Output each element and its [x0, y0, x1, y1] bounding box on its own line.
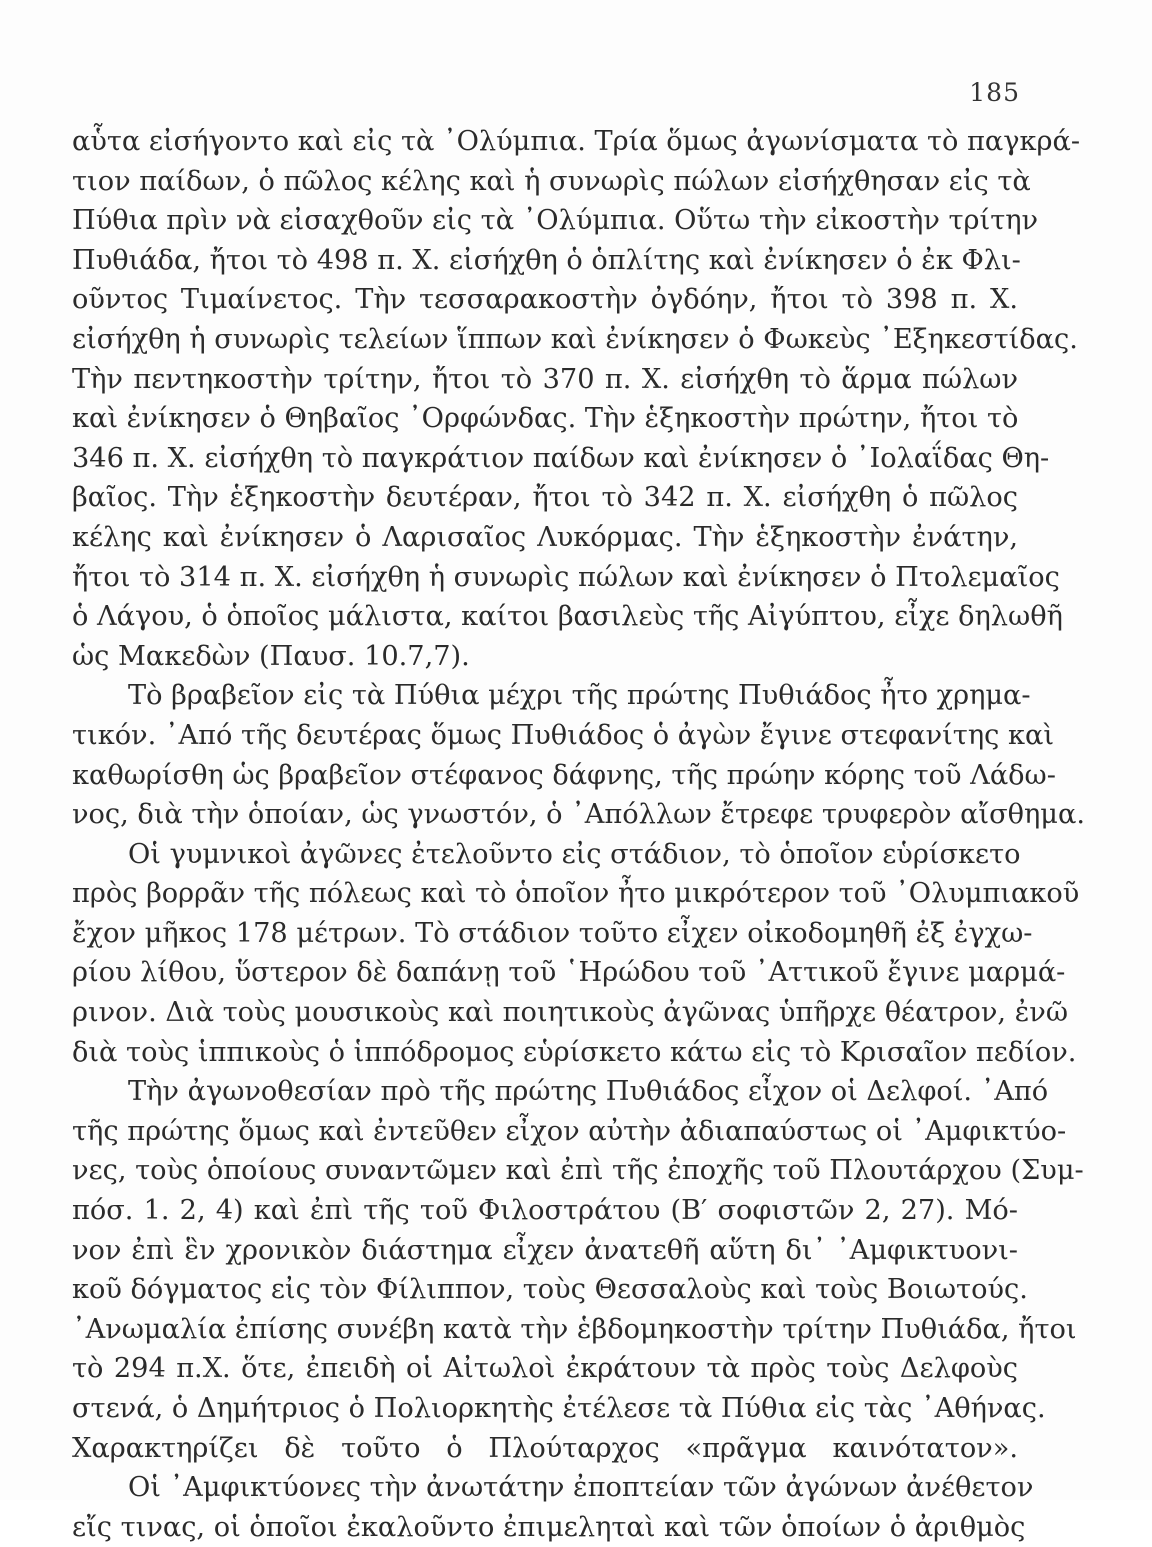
text-line: ἤτοι τὸ 314 π. Χ. εἰσήχθη ἡ συνωρὶς πώλων καὶ ἐνίκησεν ὁ Πτολεμαῖος — [72, 561, 1060, 593]
text-line: ᾿Ανωμαλία ἐπίσης συνέβη κατὰ τὴν ἑβδομηκοστὴν τρίτην Πυθιάδα, ἤτοι — [72, 1313, 1077, 1345]
text-line: Πυθιάδα, ἤτοι τὸ 498 π. Χ. εἰσήχθη ὁ ὁπλίτης καὶ ἐνίκησεν ὁ ἐκ Φλι- — [72, 244, 1021, 276]
text-line: ρίου λίθου, ὕστερον δὲ δαπάνῃ τοῦ ῾Ηρώδου τοῦ ᾿Αττικοῦ ἔγινε μαρμά- — [72, 957, 1066, 989]
text-line: τιον παίδων, ὁ πῶλος κέλης καὶ ἡ συνωρὶς πώλων εἰσήχθησαν εἰς τὰ — [72, 165, 1031, 197]
text-line: εἰσήχθη ἡ συνωρὶς τελείων ἵππων καὶ ἐνίκησεν ὁ Φωκεὺς ᾿Εξηκεστίδας. — [72, 323, 1078, 355]
text-line: Πύθια πρὶν νὰ εἰσαχθοῦν εἰς τὰ ᾿Ολύμπια. Οὕτω τὴν εἰκοστὴν τρίτην — [72, 205, 1039, 237]
text-line: τὸ 294 π.Χ. ὅτε, ἐπειδὴ οἱ Αἰτωλοὶ ἐκράτουν τὰ πρὸς τοὺς Δελφοὺς — [72, 1353, 1018, 1385]
text-line: κοῦ δόγματος εἰς τὸν Φίλιππον, τοὺς Θεσσαλοὺς καὶ τοὺς Βοιωτούς. — [72, 1274, 1028, 1306]
text-line: αὗτα εἰσήγοντο καὶ εἰς τὰ ᾿Ολύμπια. Τρία ὅμως ἀγωνίσματα τὸ παγκρά- — [72, 126, 1081, 157]
text-line: βαῖος. Τὴν ἑξηκοστὴν δευτέραν, ἤτοι τὸ 342 π. Χ. εἰσήχθη ὁ πῶλος — [72, 482, 1018, 514]
text-line: Τὴν πεντηκοστὴν τρίτην, ἤτοι τὸ 370 π. Χ. εἰσήχθη τὸ ἅρμα πώλων — [72, 363, 1018, 395]
text-line: στενά, ὁ Δημήτριος ὁ Πολιορκητὴς ἐτέλεσε τὰ Πύθια εἰς τὰς ᾿Αθήνας. — [72, 1393, 1046, 1424]
paragraph-end-line: νος, διὰ τὴν ὁποίαν, ὡς γνωστόν, ὁ ᾿Απόλλων ἔτρεφε τρυφερὸν αἴσθημα. — [72, 799, 1085, 831]
paragraph-start-line: Οἱ γυμνικοὶ ἀγῶνες ἐτελοῦντο εἰς στάδιον, τὸ ὁποῖον εὑρίσκετο — [128, 838, 1021, 870]
paragraph-start-line: Οἱ ᾿Αμφικτύονες τὴν ἀνωτάτην ἐποπτείαν τῶν ἀγώνων ἀνέθετον — [128, 1472, 1034, 1504]
text-line: τικόν. ᾿Από τῆς δευτέρας ὅμως Πυθιάδος ὁ ἀγὼν ἔγινε στεφανίτης καὶ — [72, 719, 1054, 751]
text-line: 346 π. Χ. εἰσήχθη τὸ παγκράτιον παίδων καὶ ἐνίκησεν ὁ ᾿Ιολαΐδας Θη- — [72, 442, 1050, 474]
text-line: πρὸς βορρᾶν τῆς πόλεως καὶ τὸ ὁποῖον ἦτο μικρότερον τοῦ ᾿Ολυμπιακοῦ — [72, 878, 1080, 910]
text-line: κέλης καὶ ἐνίκησεν ὁ Λαρισαῖος Λυκόρμας. Τὴν ἑξηκοστὴν ἐνάτην, — [72, 521, 1018, 553]
text-line: οῦντος Τιμαίνετος. Τὴν τεσσαρακοστὴν ὀγδόην, ἤτοι τὸ 398 π. Χ. — [72, 284, 1018, 316]
paragraph-start-line: Τὸ βραβεῖον εἰς τὰ Πύθια μέχρι τῆς πρώτης Πυθιάδος ἦτο χρημα- — [128, 680, 1031, 712]
text-line: πόσ. 1. 2, 4) καὶ ἐπὶ τῆς τοῦ Φιλοστράτου (Β′ σοφιστῶν 2, 27). Μό- — [72, 1195, 1018, 1227]
text-line: καθωρίσθη ὡς βραβεῖον στέφανος δάφνης, τῆς πρώην κόρης τοῦ Λάδω- — [72, 759, 1056, 791]
page-number: 185 — [969, 78, 1020, 107]
text-line: τῆς πρώτης ὅμως καὶ ἐντεῦθεν εἶχον αὐτὴν ἀδιαπαύστως οἱ ᾿Αμφικτύο- — [72, 1115, 1067, 1147]
text-line: νον ἐπὶ ἓν χρονικὸν διάστημα εἶχεν ἀνατεθῆ αὕτη δι᾿ ᾿Αμφικτυονι- — [72, 1234, 1018, 1266]
text-line: εἴς τινας, οἱ ὁποῖοι ἐκαλοῦντο ἐπιμεληταὶ καὶ τῶν ὁποίων ὁ ἀριθμὸς — [72, 1511, 1026, 1543]
text-line: ὁ Λάγου, ὁ ὁποῖος μάλιστα, καίτοι βασιλεὺς τῆς Αἰγύπτου, εἶχε δηλωθῆ — [72, 601, 1063, 633]
text-line: καὶ ἐνίκησεν ὁ Θηβαῖος ᾿Ορφώνδας. Τὴν ἑξηκοστὴν πρώτην, ἤτοι τὸ — [72, 403, 1019, 435]
paragraph-start-line: Τὴν ἀγωνοθεσίαν πρὸ τῆς πρώτης Πυθιάδος εἶχον οἱ Δελφοί. ᾿Από — [128, 1076, 1049, 1108]
body-text — [72, 122, 1085, 1547]
paragraph-end-line: Χαρακτηρίζει δὲ τοῦτο ὁ Πλούταρχος «πρᾶγμα καινότατον». — [72, 1432, 1018, 1464]
paragraph-end-line: διὰ τοὺς ἱππικοὺς ὁ ἱππόδρομος εὑρίσκετο κάτω εἰς τὸ Κρισαῖον πεδίον. — [72, 1036, 1077, 1068]
text-line: νες, τοὺς ὁποίους συναντῶμεν καὶ ἐπὶ τῆς ἐποχῆς τοῦ Πλουτάρχου (Συμ- — [72, 1155, 1084, 1187]
text-line: ἔχον μῆκος 178 μέτρων. Τὸ στάδιον τοῦτο εἶχεν οἰκοδομηθῆ ἐξ ἐγχω- — [72, 917, 1033, 949]
paragraph-end-line: ὡς Μακεδὼν (Παυσ. 10.7,7). — [72, 640, 470, 672]
text-line: ρινον. Διὰ τοὺς μουσικοὺς καὶ ποιητικοὺς ἀγῶνας ὑπῆρχε θέατρον, ἐνῶ — [72, 997, 1068, 1029]
